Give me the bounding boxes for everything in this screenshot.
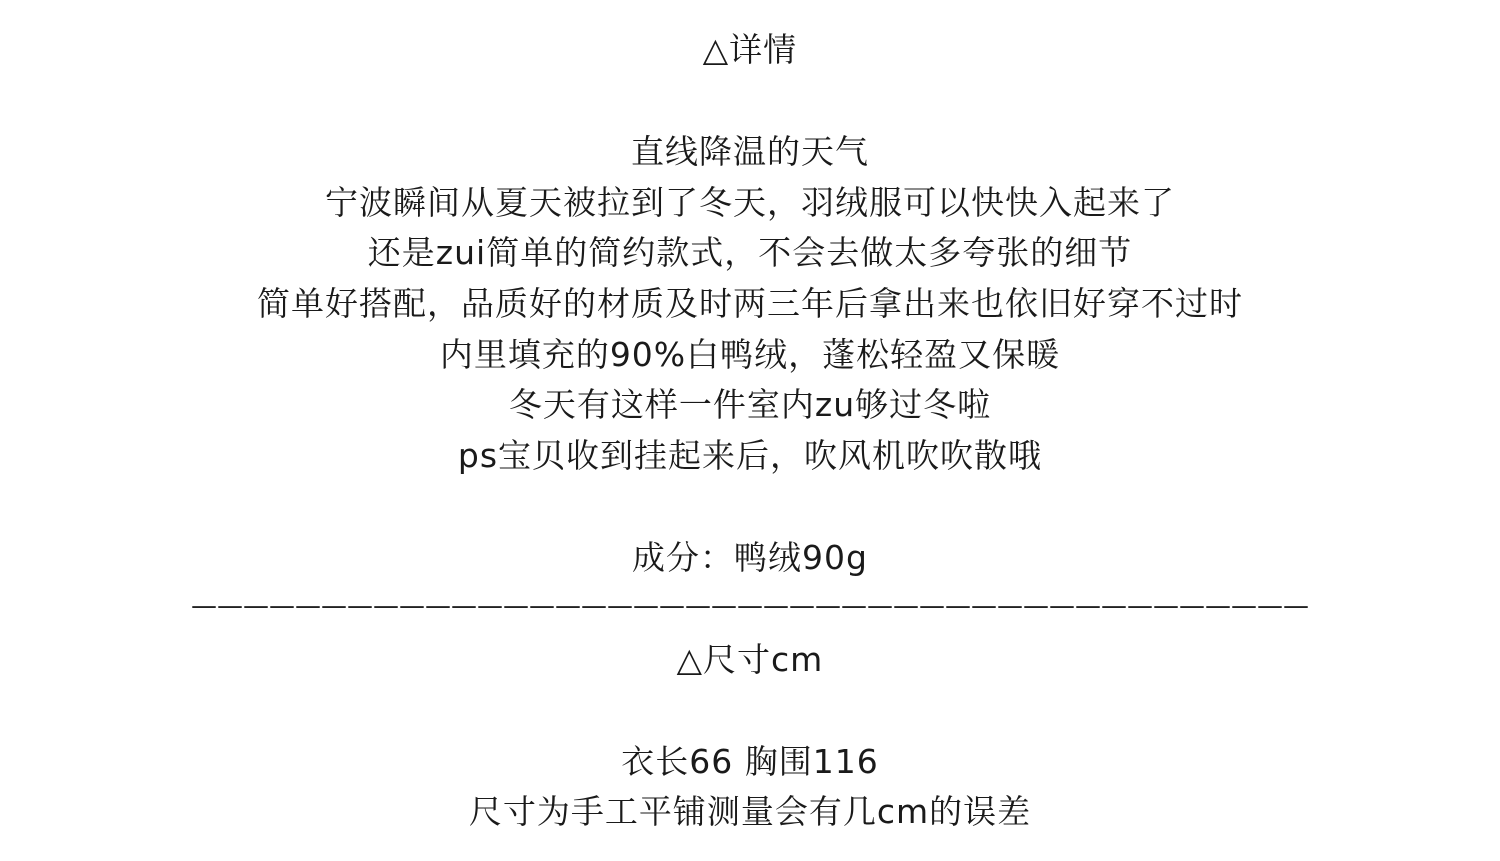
details-line: 宁波瞬间从夏天被拉到了冬天，羽绒服可以快快入起来了 xyxy=(325,183,1175,222)
details-line: 简单好搭配，品质好的材质及时两三年后拿出来也依旧好穿不过时 xyxy=(257,284,1243,323)
details-heading: △详情 xyxy=(702,30,798,69)
details-line: 内里填充的90%白鸭绒，蓬松轻盈又保暖 xyxy=(439,335,1061,374)
details-line: 还是zui简单的简约款式，不会去做太多夸张的细节 xyxy=(367,233,1133,272)
size-measurements: 衣长66 胸围116 xyxy=(621,742,879,781)
size-heading: △尺寸cm xyxy=(676,640,824,679)
details-line: 冬天有这样一件室内zu够过冬啦 xyxy=(508,385,992,424)
section-divider: ——————————————————————————————————————————— xyxy=(191,591,1309,621)
details-line: ps宝贝收到挂起来后，吹风机吹吹散哦 xyxy=(457,436,1043,475)
size-note: 尺寸为手工平铺测量会有几cm的误差 xyxy=(468,792,1032,831)
composition-text: 成分：鸭绒90g xyxy=(632,538,868,577)
details-line: 直线降温的天气 xyxy=(631,132,869,171)
